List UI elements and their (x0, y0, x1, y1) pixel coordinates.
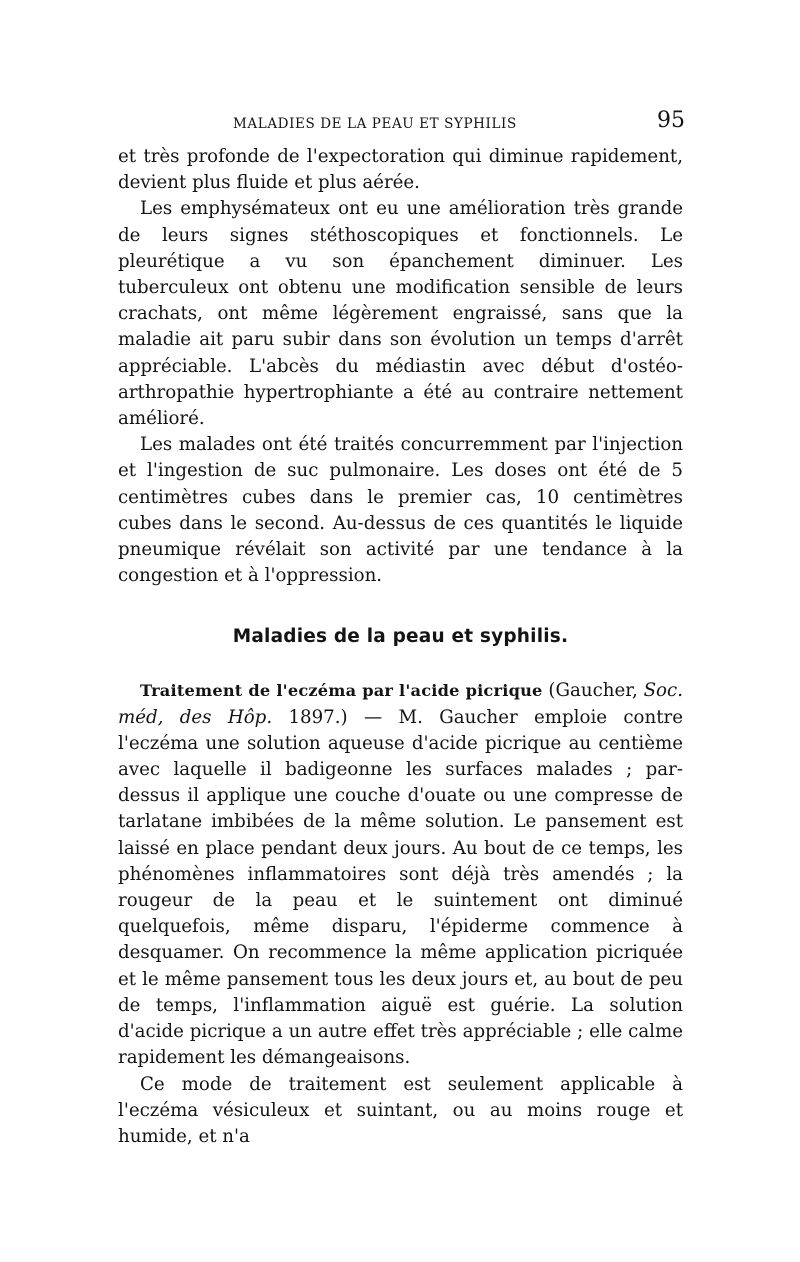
article-ref-journal: Soc. méd, des Hôp. (118, 680, 683, 728)
paragraph-expectoration: et très profonde de l'expectoration qui diminue rapidement, devient plus fluide et plus aérée. (118, 146, 683, 194)
page-number: 95 (657, 108, 685, 133)
paragraph-continuation: Ce mode de traitement est seulement applicable à l'eczéma vésiculeux et suintant, ou au moins rouge et humide, et n'a (118, 1073, 683, 1147)
article-ref-open: (Gaucher, (542, 680, 644, 702)
paragraph-eczema-article (118, 678, 683, 1071)
book-page (118, 108, 683, 1150)
paragraph-malades-traites: Les malades ont été traités concurremment par l'injection et l'ingestion de suc pulmonaire. Les doses ont été de 5 centimètres cubes dans le premier cas, 10 centimètres cubes dans le second. Au-dessus de ces quantités le liquide pneumique révélait son activité par une tendance à la congestion et à l'oppression. (118, 434, 683, 587)
article-body: M. Gaucher emploie contre l'eczéma une solution aqueuse d'acide picrique au centième avec laquelle il badigeonne les surfaces malades ; par-dessus il applique une couche d'ouate ou une compresse de tarlatane imbibées de la même solution. Le pansement est laissé en place pendant deux jours. Au bout de ce temps, les phénomènes inflammatoires sont déjà très amendés ; la rougeur de la peau et le suintement ont diminué quelquefois, même disparu, l'épiderme commence à desquamer. On recommence la même application picriquée et le même pansement tous les deux jours et, au bout de peu de temps, l'inflammation aiguë est guérie. La solution d'acide picrique a un autre effet très appréciable ; elle calme rapidement les démangeaisons. (118, 706, 683, 1069)
article-run-in-title: Traitement de l'eczéma par l'acide picrique (140, 681, 543, 701)
section-title: Maladies de la peau et syphilis. (232, 626, 569, 648)
article-ref-close: 1897.) — (272, 706, 399, 728)
running-head (118, 108, 683, 144)
running-title: MALADIES DE LA PEAU ET SYPHILIS (233, 116, 517, 132)
paragraph-emphysemateux: Les emphysémateux ont eu une amélioration très grande de leurs signes stéthoscopiques et fonctionnels. Le pleurétique a vu son épanchement diminuer. Les tuberculeux ont obtenu une modification sensible de leurs crachats, ont même légèrement engraissé, sans que la maladie ait paru subir dans son évolution un temps d'arrêt appréciable. L'abcès du médiastin avec début d'ostéo-arthropathie hypertrophiante a été au contraire nettement amélioré. (118, 198, 683, 430)
